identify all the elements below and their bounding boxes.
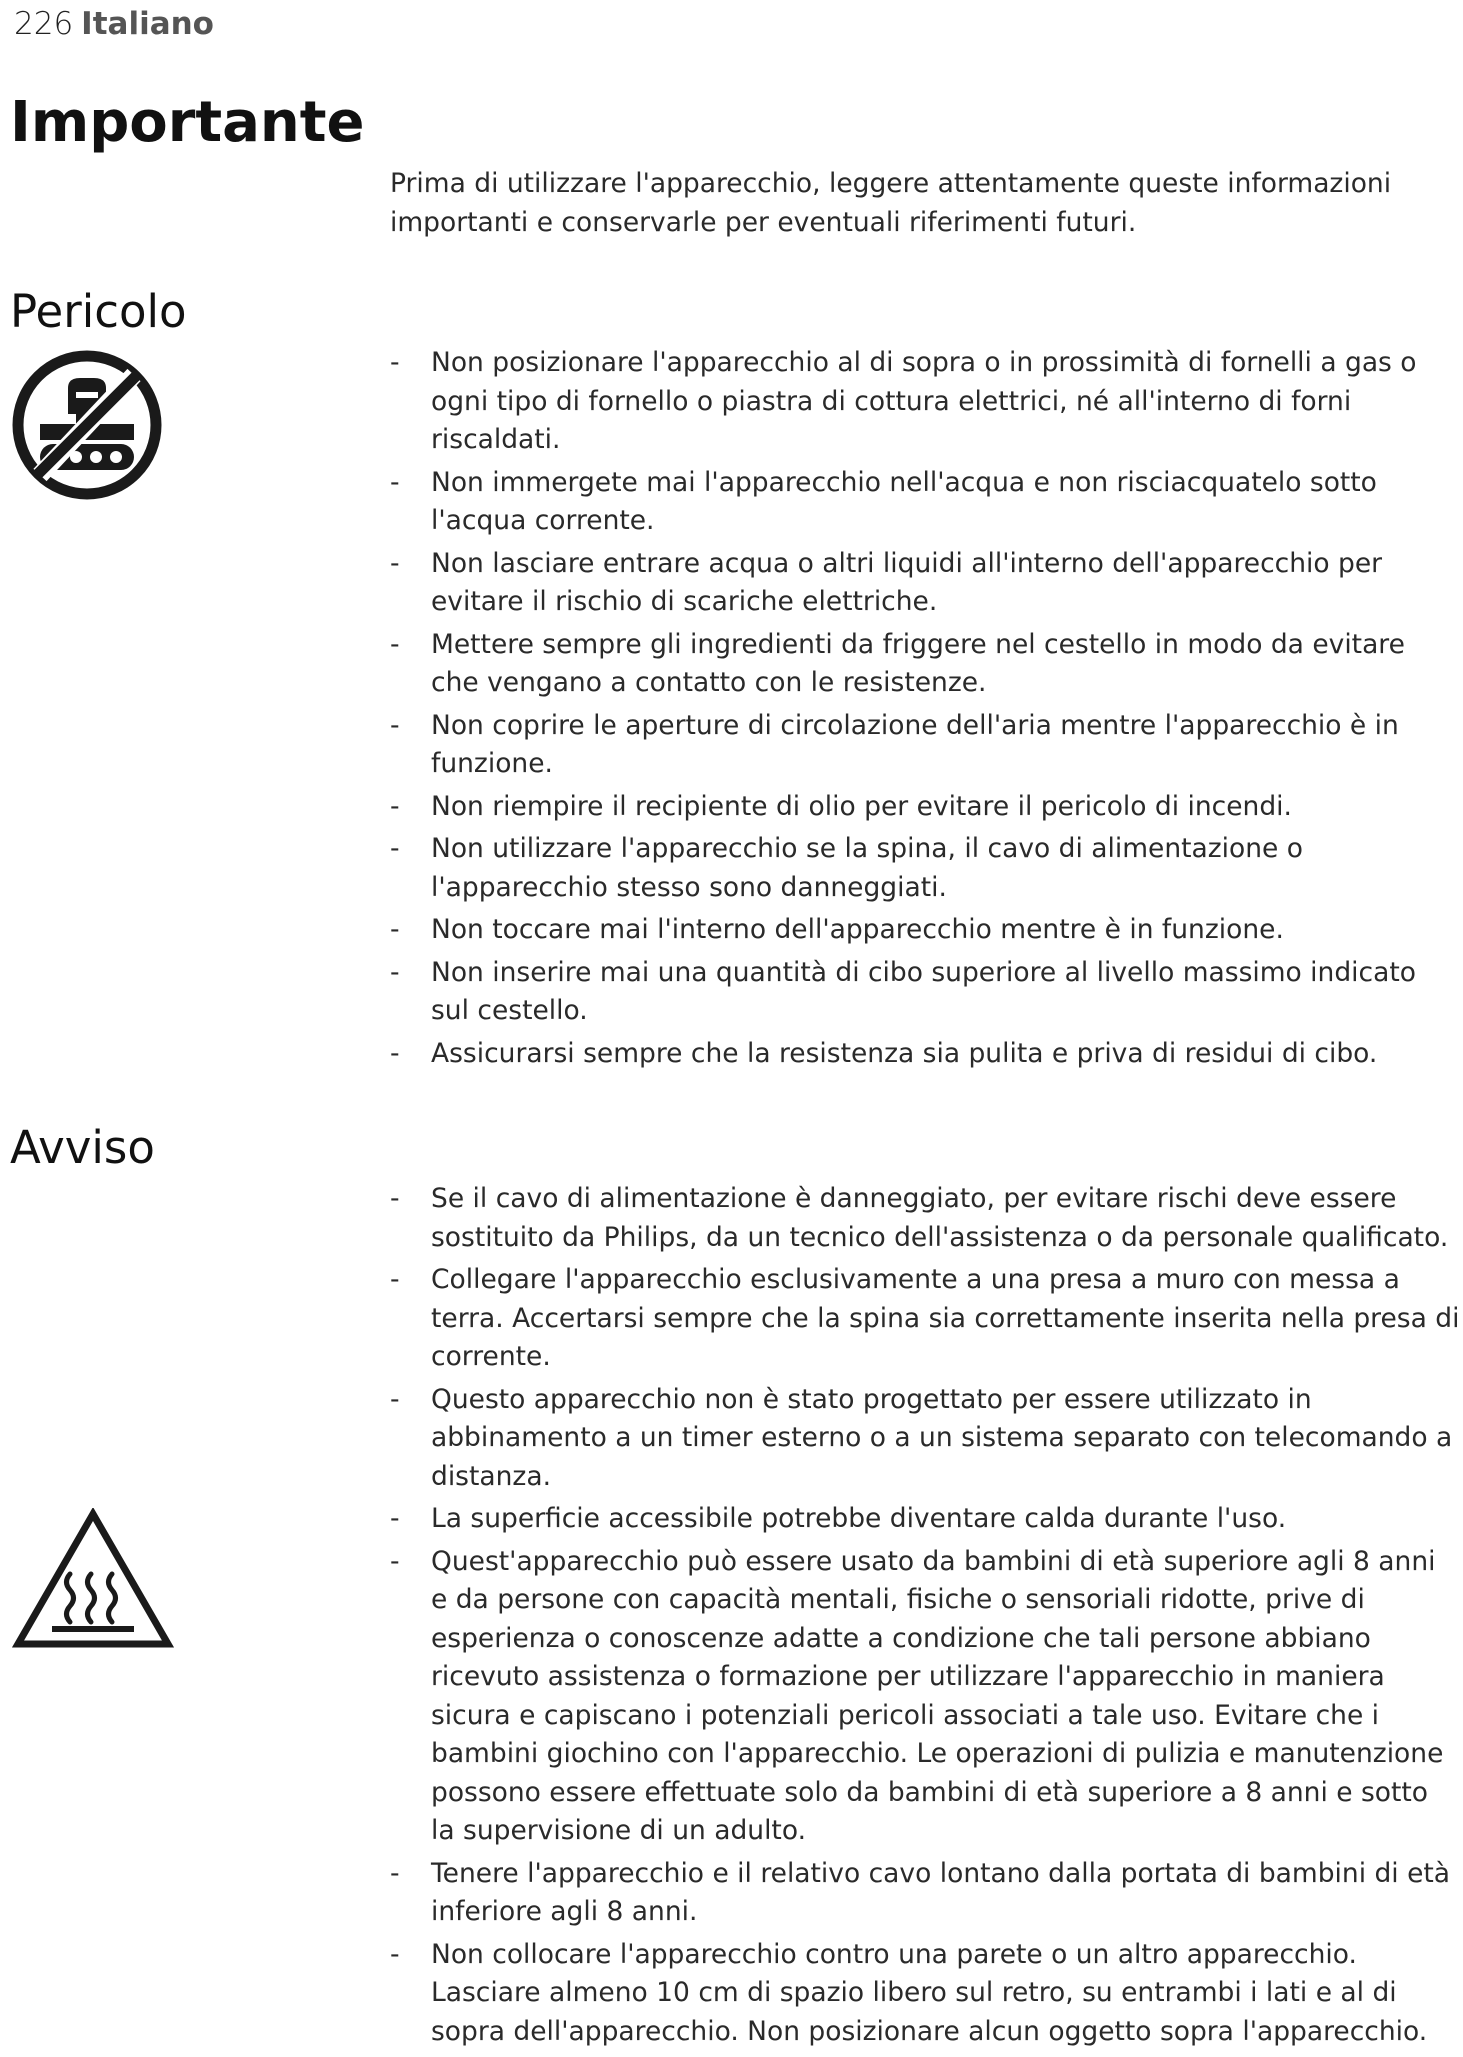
list-item: - Non immergete mai l'apparecchio nell'acqua e non risciacquatelo sotto l'acqua corrente.	[390, 464, 1460, 541]
bullet-dash: -	[390, 709, 400, 741]
bullet-dash: -	[390, 1037, 400, 1069]
page-language: Italiano	[81, 6, 214, 42]
list-item: - Non toccare mai l'interno dell'apparecchio mentre è in funzione.	[390, 911, 1460, 950]
list-item: - Non coprire le aperture di circolazione dell'aria mentre l'apparecchio è in funzione.	[390, 707, 1460, 784]
bullet-dash: -	[390, 956, 400, 988]
bullet-dash: -	[390, 1545, 400, 1577]
list-item: - Non posizionare l'apparecchio al di sopra o in prossimità di fornelli a gas o ogni tipo di fornello o piastra di cottura elettrici, né all'interno di forni riscaldati.	[390, 344, 1460, 460]
bullet-dash: -	[390, 1938, 400, 1970]
intro-paragraph: Prima di utilizzare l'apparecchio, leggere attentamente queste informazioni importanti e conservarle per eventuali riferimenti futuri.	[390, 168, 1392, 238]
bullet-dash: -	[390, 547, 400, 579]
section-title-pericolo: Pericolo	[10, 285, 187, 338]
list-item: - Non utilizzare l'apparecchio se la spina, il cavo di alimentazione o l'apparecchio stesso sono danneggiati.	[390, 830, 1460, 907]
bullet-dash: -	[390, 466, 400, 498]
bullet-dash: -	[390, 347, 400, 378]
bullet-dash: -	[390, 833, 400, 864]
section-title-importante: Importante	[10, 90, 365, 155]
no-stove-icon	[10, 348, 164, 506]
list-item: - Quest'apparecchio può essere usato da bambini di età superiore agli 8 anni e da persone con capacità mentali, fisiche o sensoriali ridotte, prive di esperienza o conoscenze adatte a condizione che tali persone abbiano ricevuto assistenza o formazione per utilizzare l'apparecchio in maniera sicura e capiscano i potenziali pericoli associati a tale uso. Evitare che i bambini giochino con l'apparecchio. Le operazioni di pulizia e manutenzione possono essere effettuate solo da bambini di età superiore a 8 anni e sotto la supervisione di un adulto.	[390, 1543, 1460, 1851]
bullet-dash: -	[390, 628, 400, 660]
hot-surface-warning-icon	[12, 1508, 174, 1654]
bullet-dash: -	[390, 790, 400, 822]
bullet-dash: -	[390, 1183, 400, 1214]
bullet-dash: -	[390, 1857, 400, 1889]
page-header	[14, 4, 214, 44]
list-item: - Collegare l'apparecchio esclusivamente a una presa a muro con messa a terra. Accertarsi sempre che la spina sia correttamente inserita nella presa di corrente.	[390, 1261, 1460, 1377]
list-item: - Tenere l'apparecchio e il relativo cavo lontano dalla portata di bambini di età inferiore agli 8 anni.	[390, 1855, 1460, 1932]
list-item: - Non collocare l'apparecchio contro una parete o un altro apparecchio. Lasciare almeno 10 cm di spazio libero sul retro, su entrambi i lati e al di sopra dell'apparecchio. Non posizionare alcun oggetto sopra l'apparecchio.	[390, 1936, 1460, 2052]
list-item: - Non inserire mai una quantità di cibo superiore al livello massimo indicato sul cestello.	[390, 954, 1460, 1031]
pericolo-list	[390, 344, 1460, 1077]
bullet-dash: -	[390, 914, 400, 945]
list-item: - Mettere sempre gli ingredienti da friggere nel cestello in modo da evitare che vengano a contatto con le resistenze.	[390, 626, 1460, 703]
page-number: 226	[14, 6, 74, 42]
bullet-dash: -	[390, 1383, 400, 1415]
bullet-dash: -	[390, 1264, 400, 1295]
list-item: - La superficie accessibile potrebbe diventare calda durante l'uso.	[390, 1500, 1460, 1539]
list-item: - Non riempire il recipiente di olio per evitare il pericolo di incendi.	[390, 788, 1460, 827]
avviso-list	[390, 1180, 1460, 2055]
section-title-avviso: Avviso	[10, 1121, 155, 1174]
list-item: - Non lasciare entrare acqua o altri liquidi all'interno dell'apparecchio per evitare il rischio di scariche elettriche.	[390, 545, 1460, 622]
list-item: - Questo apparecchio non è stato progettato per essere utilizzato in abbinamento a un timer esterno o a un sistema separato con telecomando a distanza.	[390, 1381, 1460, 1497]
list-item: - Assicurarsi sempre che la resistenza sia pulita e priva di residui di cibo.	[390, 1035, 1460, 1074]
bullet-dash: -	[390, 1503, 400, 1534]
list-item: - Se il cavo di alimentazione è danneggiato, per evitare rischi deve essere sostituito da Philips, da un tecnico dell'assistenza o da personale qualificato.	[390, 1180, 1460, 1257]
